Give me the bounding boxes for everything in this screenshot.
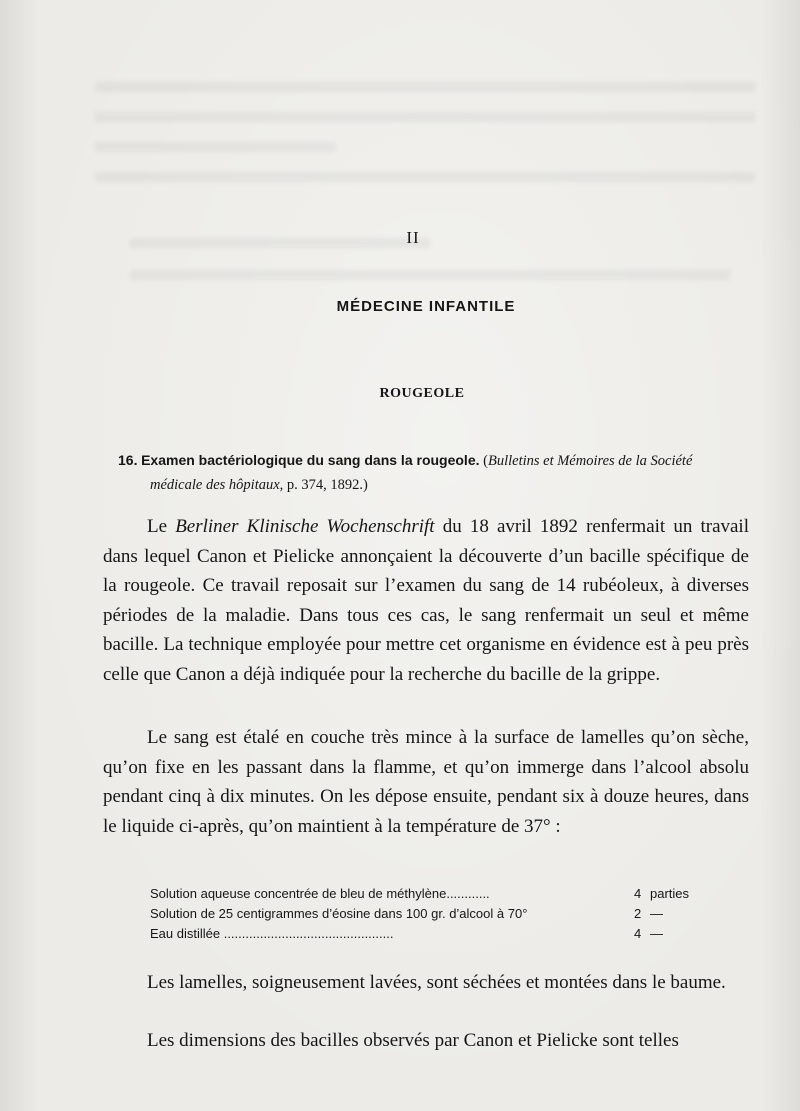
recipe-ingredient: Solution de 25 centigrammes d’éosine dans 100 gr. d’alcool à 70° bbox=[150, 906, 528, 921]
entry-source-open: ( bbox=[483, 453, 488, 469]
recipe-unit: — bbox=[650, 926, 663, 941]
section-title: MÉDECINE INFANTILE bbox=[336, 298, 516, 315]
recipe-row bbox=[150, 904, 710, 924]
bleed-through-line bbox=[130, 270, 730, 280]
recipe-unit: parties bbox=[650, 886, 690, 901]
paragraph-4-text: Les dimensions des bacilles observés par Canon et Pielicke sont telles bbox=[147, 1030, 679, 1051]
paragraph-3 bbox=[103, 968, 749, 998]
recipe-unit: — bbox=[650, 906, 663, 921]
paragraph-2 bbox=[103, 723, 749, 841]
paragraph-1-journal: Berliner Klinische Wochenschrift bbox=[175, 516, 435, 537]
entry-line-2 bbox=[118, 473, 758, 497]
entry-title: Examen bactériologique du sang dans la rougeole. bbox=[141, 452, 480, 468]
recipe-row bbox=[150, 924, 710, 944]
recipe-quantity: 4 bbox=[634, 886, 642, 901]
recipe-ingredient: Solution aqueuse concentrée de bleu de méthylène............ bbox=[150, 886, 490, 901]
recipe-ingredient: Eau distillée ............................................... bbox=[150, 926, 394, 941]
paragraph-4 bbox=[103, 1026, 749, 1056]
entry-source-journal-cont: médicale des hôpitaux bbox=[150, 477, 280, 493]
paragraph-1-start: Le bbox=[147, 516, 176, 537]
recipe-row bbox=[150, 884, 710, 904]
bibliographic-entry bbox=[118, 448, 758, 497]
paragraph-3-text: Les lamelles, soigneusement lavées, sont séchées et montées dans le baume. bbox=[147, 972, 726, 993]
paragraph-2-text: Le sang est étalé en couche très mince à la surface de lamelles qu’on sèche, qu’on fixe en les passant dans la flamme, et qu’on immerge dans l’alcool absolu pendant cinq à dix minutes. On les dépose ensuite, pendant six à douze heures, dans le liquide ci-après, qu’on maintient à la température de 37° : bbox=[103, 727, 749, 837]
paragraph-1-text: du 18 avril 1892 renfermait un travail dans lequel Canon et Pielicke annonçaient la découverte d’un bacille spécifique de la rougeole. Ce travail reposait sur l’examen du sang de 14 rubéoleux, à diverses périodes de la maladie. Dans tous ces cas, le sang renfermait un seul et même bacille. La technique employée pour mettre cet organisme en évidence est à peu près celle que Canon a déjà indiquée pour la recherche du bacille de la grippe. bbox=[103, 516, 749, 685]
subsection-title: ROUGEOLE bbox=[379, 386, 465, 401]
bleed-through-line bbox=[95, 172, 755, 182]
recipe-quantity: 2 bbox=[634, 906, 642, 921]
entry-source-pages: , p. 374, 1892.) bbox=[279, 477, 368, 493]
section-number: II bbox=[406, 228, 420, 247]
bleed-through-line bbox=[95, 112, 755, 122]
recipe-table bbox=[150, 884, 710, 944]
entry-line-1 bbox=[118, 448, 758, 473]
entry-number: 16. bbox=[118, 452, 138, 468]
bleed-through-line bbox=[95, 142, 335, 152]
entry-source-journal: Bulletins et Mémoires de la Société bbox=[487, 453, 693, 469]
bleed-through-line bbox=[95, 82, 755, 92]
recipe-quantity: 4 bbox=[634, 926, 642, 941]
paragraph-1 bbox=[103, 512, 749, 690]
